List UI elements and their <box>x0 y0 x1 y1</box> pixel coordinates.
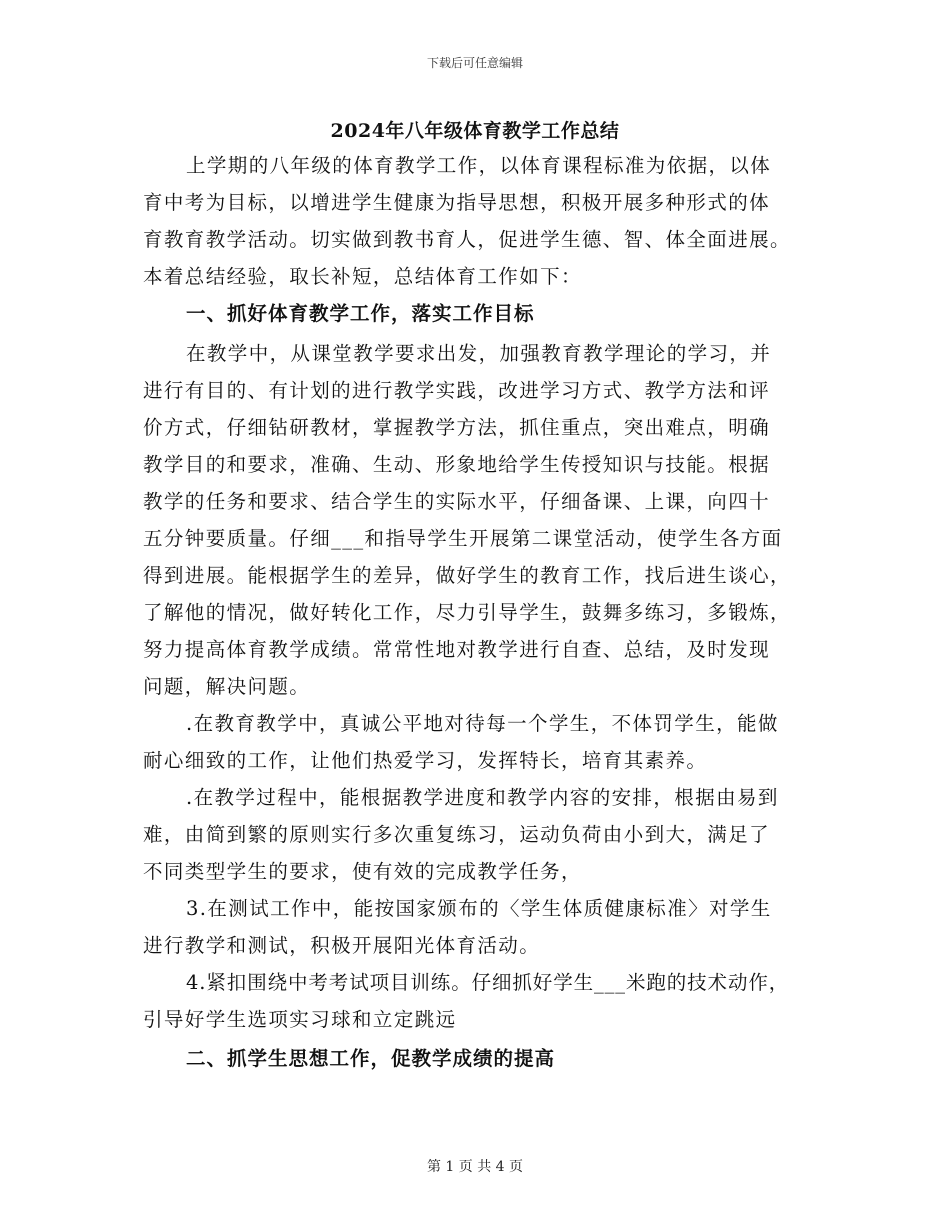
text-line: 难，由简到繁的原则实行多次重复练习，运动负荷由小到大，满足了 <box>143 823 771 846</box>
text-line: 育中考为目标，以增进学生健康为指导思想，积极开展多种形式的体 <box>143 191 771 214</box>
text-line: 价方式，仔细钻研教材，掌握教学方法，抓住重点，突出难点，明确 <box>143 416 771 439</box>
text-line: 得到进展。能根据学生的差异，做好学生的教育工作，找后进生谈心， <box>143 564 791 587</box>
text-line: 进行教学和测试，积极开展阳光体育活动。 <box>143 934 541 957</box>
text-line: 五分钟要质量。仔细___和指导学生开展第二课堂活动，使学生各方面 <box>143 527 783 550</box>
section-heading-1: 一、抓好体育教学工作，落实工作目标 <box>186 302 535 325</box>
text-line: .在教育教学中，真诚公平地对待每一个学生，不体罚学生，能做 <box>186 712 779 735</box>
document-title: 2024年八年级体育教学工作总结 <box>330 120 620 142</box>
text-line: 不同类型学生的要求，使有效的完成教学任务， <box>143 860 582 883</box>
text-line: 进行有目的、有计划的进行教学实践，改进学习方式、教学方法和评 <box>143 379 771 402</box>
text-line: 上学期的八年级的体育教学工作，以体育课程标准为依据，以体 <box>186 154 772 177</box>
text-line: 努力提高体育教学成绩。常常性地对教学进行自查、总结，及时发现 <box>143 638 771 661</box>
text-line: 教学的任务和要求、结合学生的实际水平，仔细备课、上课，向四十 <box>143 490 771 513</box>
header-note: 下载后可任意编辑 <box>426 56 523 70</box>
text-line: 了解他的情况，做好转化工作，尽力引导学生，鼓舞多练习，多锻炼， <box>143 601 791 624</box>
text-line: 教学目的和要求，准确、生动、形象地给学生传授知识与技能。根据 <box>143 453 771 476</box>
text-line: 引导好学生选项实习球和立定跳远 <box>143 1008 457 1031</box>
text-line: 4.紧扣围绕中考考试项目训练。仔细抓好学生___米跑的技术动作， <box>186 971 790 994</box>
text-line: 3.在测试工作中，能按国家颁布的〈学生体质健康标准〉对学生 <box>186 897 772 920</box>
text-line: 育教育教学活动。切实做到教书育人，促进学生德、智、体全面进展。 <box>143 228 791 251</box>
page-footer: 第 1 页 共 4 页 <box>426 1159 524 1175</box>
text-line: 本着总结经验，取长补短，总结体育工作如下： <box>143 265 582 288</box>
text-line: .在教学过程中，能根据教学进度和教学内容的安排，根据由易到 <box>186 786 779 809</box>
text-line: 问题，解决问题。 <box>143 675 311 698</box>
section-heading-2: 二、抓学生思想工作，促教学成绩的提高 <box>186 1047 556 1070</box>
text-line: 耐心细致的工作，让他们热爱学习，发挥特长，培育其素养。 <box>143 749 708 772</box>
text-line: 在教学中，从课堂教学要求出发，加强教育教学理论的学习，并 <box>186 342 772 365</box>
